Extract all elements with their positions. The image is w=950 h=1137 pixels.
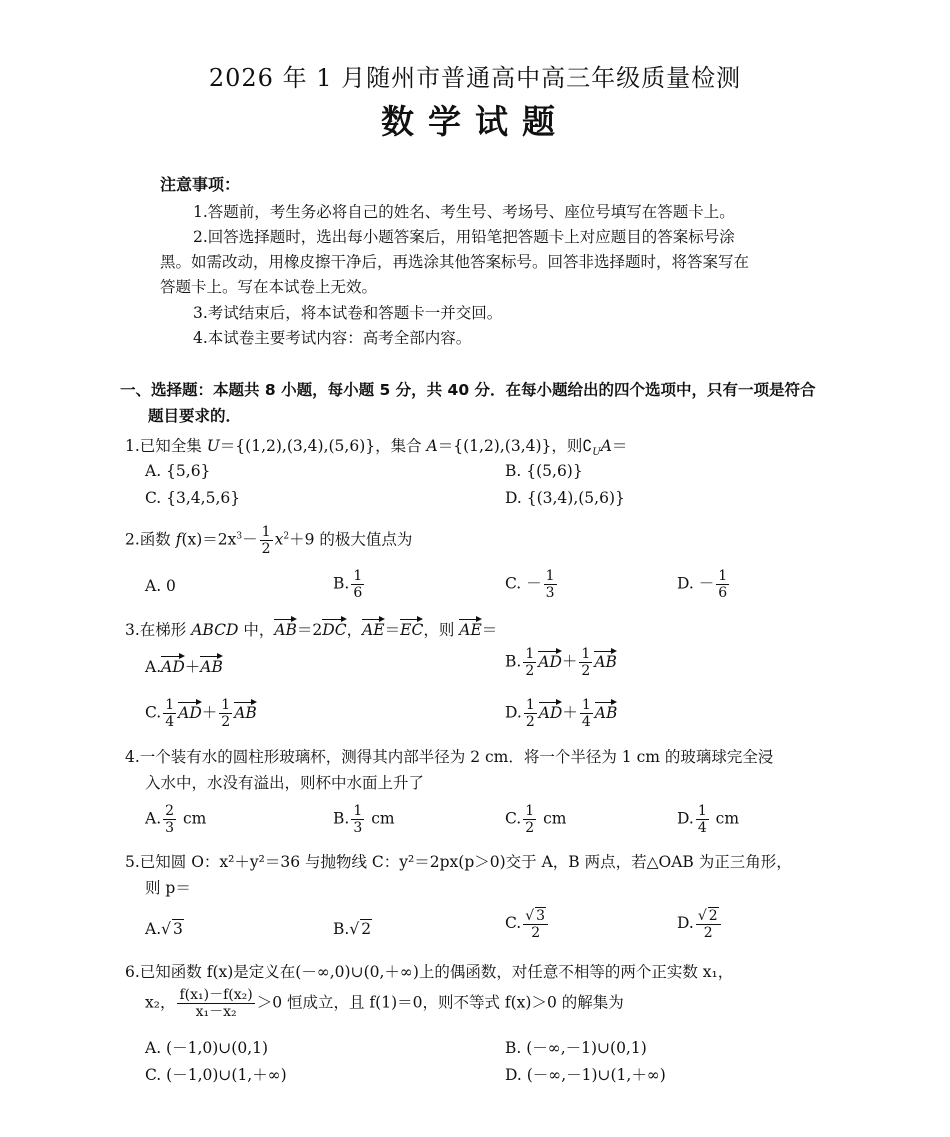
notice-line-6: 4.本试卷主要考试内容：高考全部内容。 bbox=[193, 329, 472, 347]
question-4-line-2: 入水中，水没有溢出，则杯中水面上升了 bbox=[145, 774, 425, 792]
q5-option-c: C. $\frac{√ 3}{2}$ bbox=[505, 907, 550, 941]
subject-title: 数学试题 bbox=[381, 102, 569, 141]
question-6-line-1: 6.已知函数 f(x)是定义在(－∞,0)∪(0,＋∞)上的偶函数，对任意不相等的两个正实数 x₁， bbox=[125, 963, 734, 981]
q4-option-a: A. $\frac{2}{3}$ cm bbox=[145, 803, 207, 836]
q1-option-a: A. {5,6} bbox=[145, 462, 211, 480]
q4-option-c: C. $\frac{1}{2}$ cm bbox=[505, 803, 567, 836]
question-4-line-1: 4.一个装有水的圆柱形玻璃杯，测得其内部半径为 2 cm．将一个半径为 1 cm 的玻璃球完全浸 bbox=[125, 748, 774, 766]
q2-option-d: D. － $\frac{1}{6}$ bbox=[677, 568, 728, 601]
notice-line-4: 答题卡上。写在本试卷上无效。 bbox=[160, 278, 378, 296]
q5-option-b: B.√ 2 bbox=[333, 920, 372, 938]
q6-option-d: D. (－∞,－1)∪(1,＋∞) bbox=[505, 1066, 666, 1084]
q5-option-a: A.√ 3 bbox=[145, 920, 183, 938]
q6-option-a: A. (－1,0)∪(0,1) bbox=[145, 1039, 269, 1057]
question-6-line-2: x₂， $\frac{\text{f(x₁)－f(x₂)}}{\text{x₁－x₂}}$ ＞0 恒成立，且 f(1)＝0，则不等式 f(x)＞0 的解集为 bbox=[145, 987, 624, 1020]
question-3-stem: 3.在梯形 ABCD 中，AB＝2DC，AE＝EC，则 AE＝ bbox=[125, 621, 498, 639]
exam-title: 2026 年 1 月随州市普通高中高三年级质量检测 bbox=[208, 64, 742, 92]
q3-option-d: D. $\frac{1}{2}$ AD＋ $\frac{1}{4}$ AB bbox=[505, 697, 618, 730]
question-2-stem: 2.函数 $f(x)=2x^3-$ $\frac{1}{2}$ $x^2+9$ 的极大值点为 bbox=[125, 524, 413, 557]
question-5-line-2: 则 p＝ bbox=[145, 879, 191, 897]
q2-option-c: C. － $\frac{1}{3}$ bbox=[505, 568, 555, 601]
notice-line-5: 3.考试结束后，将本试卷和答题卡一并交回。 bbox=[193, 304, 503, 322]
q3-option-b: B. $\frac{1}{2}$ AD＋ $\frac{1}{2}$ AB bbox=[505, 646, 617, 679]
q4-option-b: B. $\frac{1}{3}$ cm bbox=[333, 803, 395, 836]
q5-option-d: D. $\frac{√ 2}{2}$ bbox=[677, 907, 723, 941]
section-heading-line-2: 题目要求的． bbox=[148, 407, 242, 425]
q6-option-c: C. (－1,0)∪(1,＋∞) bbox=[145, 1066, 287, 1084]
notice-line-3: 黑。如需改动，用橡皮擦干净后，再选涂其他答案标号。回答非选择题时，将答案写在 bbox=[160, 253, 750, 271]
notice-line-2: 2.回答选择题时，选出每小题答案后，用铅笔把答题卡上对应题目的答案标号涂 bbox=[193, 228, 735, 246]
section-heading-line-1: 一、选择题：本题共 8 小题，每小题 5 分，共 40 分．在每小题给出的四个选项中，只有一项是符合 bbox=[120, 381, 816, 399]
q1-option-d: D. {(3,4),(5,6)} bbox=[505, 489, 625, 507]
notice-heading: 注意事项： bbox=[160, 175, 241, 194]
q3-option-a: A.AD＋AB bbox=[145, 658, 223, 676]
q2-option-a: A. 0 bbox=[145, 577, 176, 595]
q1-option-b: B. {(5,6)} bbox=[505, 462, 583, 480]
q3-option-c: C. $\frac{1}{4}$ AD＋ $\frac{1}{2}$ AB bbox=[145, 697, 257, 730]
q1-option-c: C. {3,4,5,6} bbox=[145, 489, 241, 507]
notice-line-1: 1.答题前，考生务必将自己的姓名、考生号、考场号、座位号填写在答题卡上。 bbox=[193, 203, 735, 221]
q2-option-b: B. $\frac{1}{6}$ bbox=[333, 568, 363, 601]
q6-option-b: B. (－∞,－1)∪(0,1) bbox=[505, 1039, 647, 1057]
question-5-line-1: 5.已知圆 O：x²＋y²＝36 与抛物线 C：y²＝2px(p＞0)交于 A，B 两点，若△OAB 为正三角形， bbox=[125, 853, 792, 871]
question-1-stem: 1.已知全集 U＝{(1,2),(3,4),(5,6)}，集合 A＝{(1,2),(3,4)}，则$∁_UA=$ bbox=[125, 437, 628, 459]
q4-option-d: D. $\frac{1}{4}$ cm bbox=[677, 803, 740, 836]
